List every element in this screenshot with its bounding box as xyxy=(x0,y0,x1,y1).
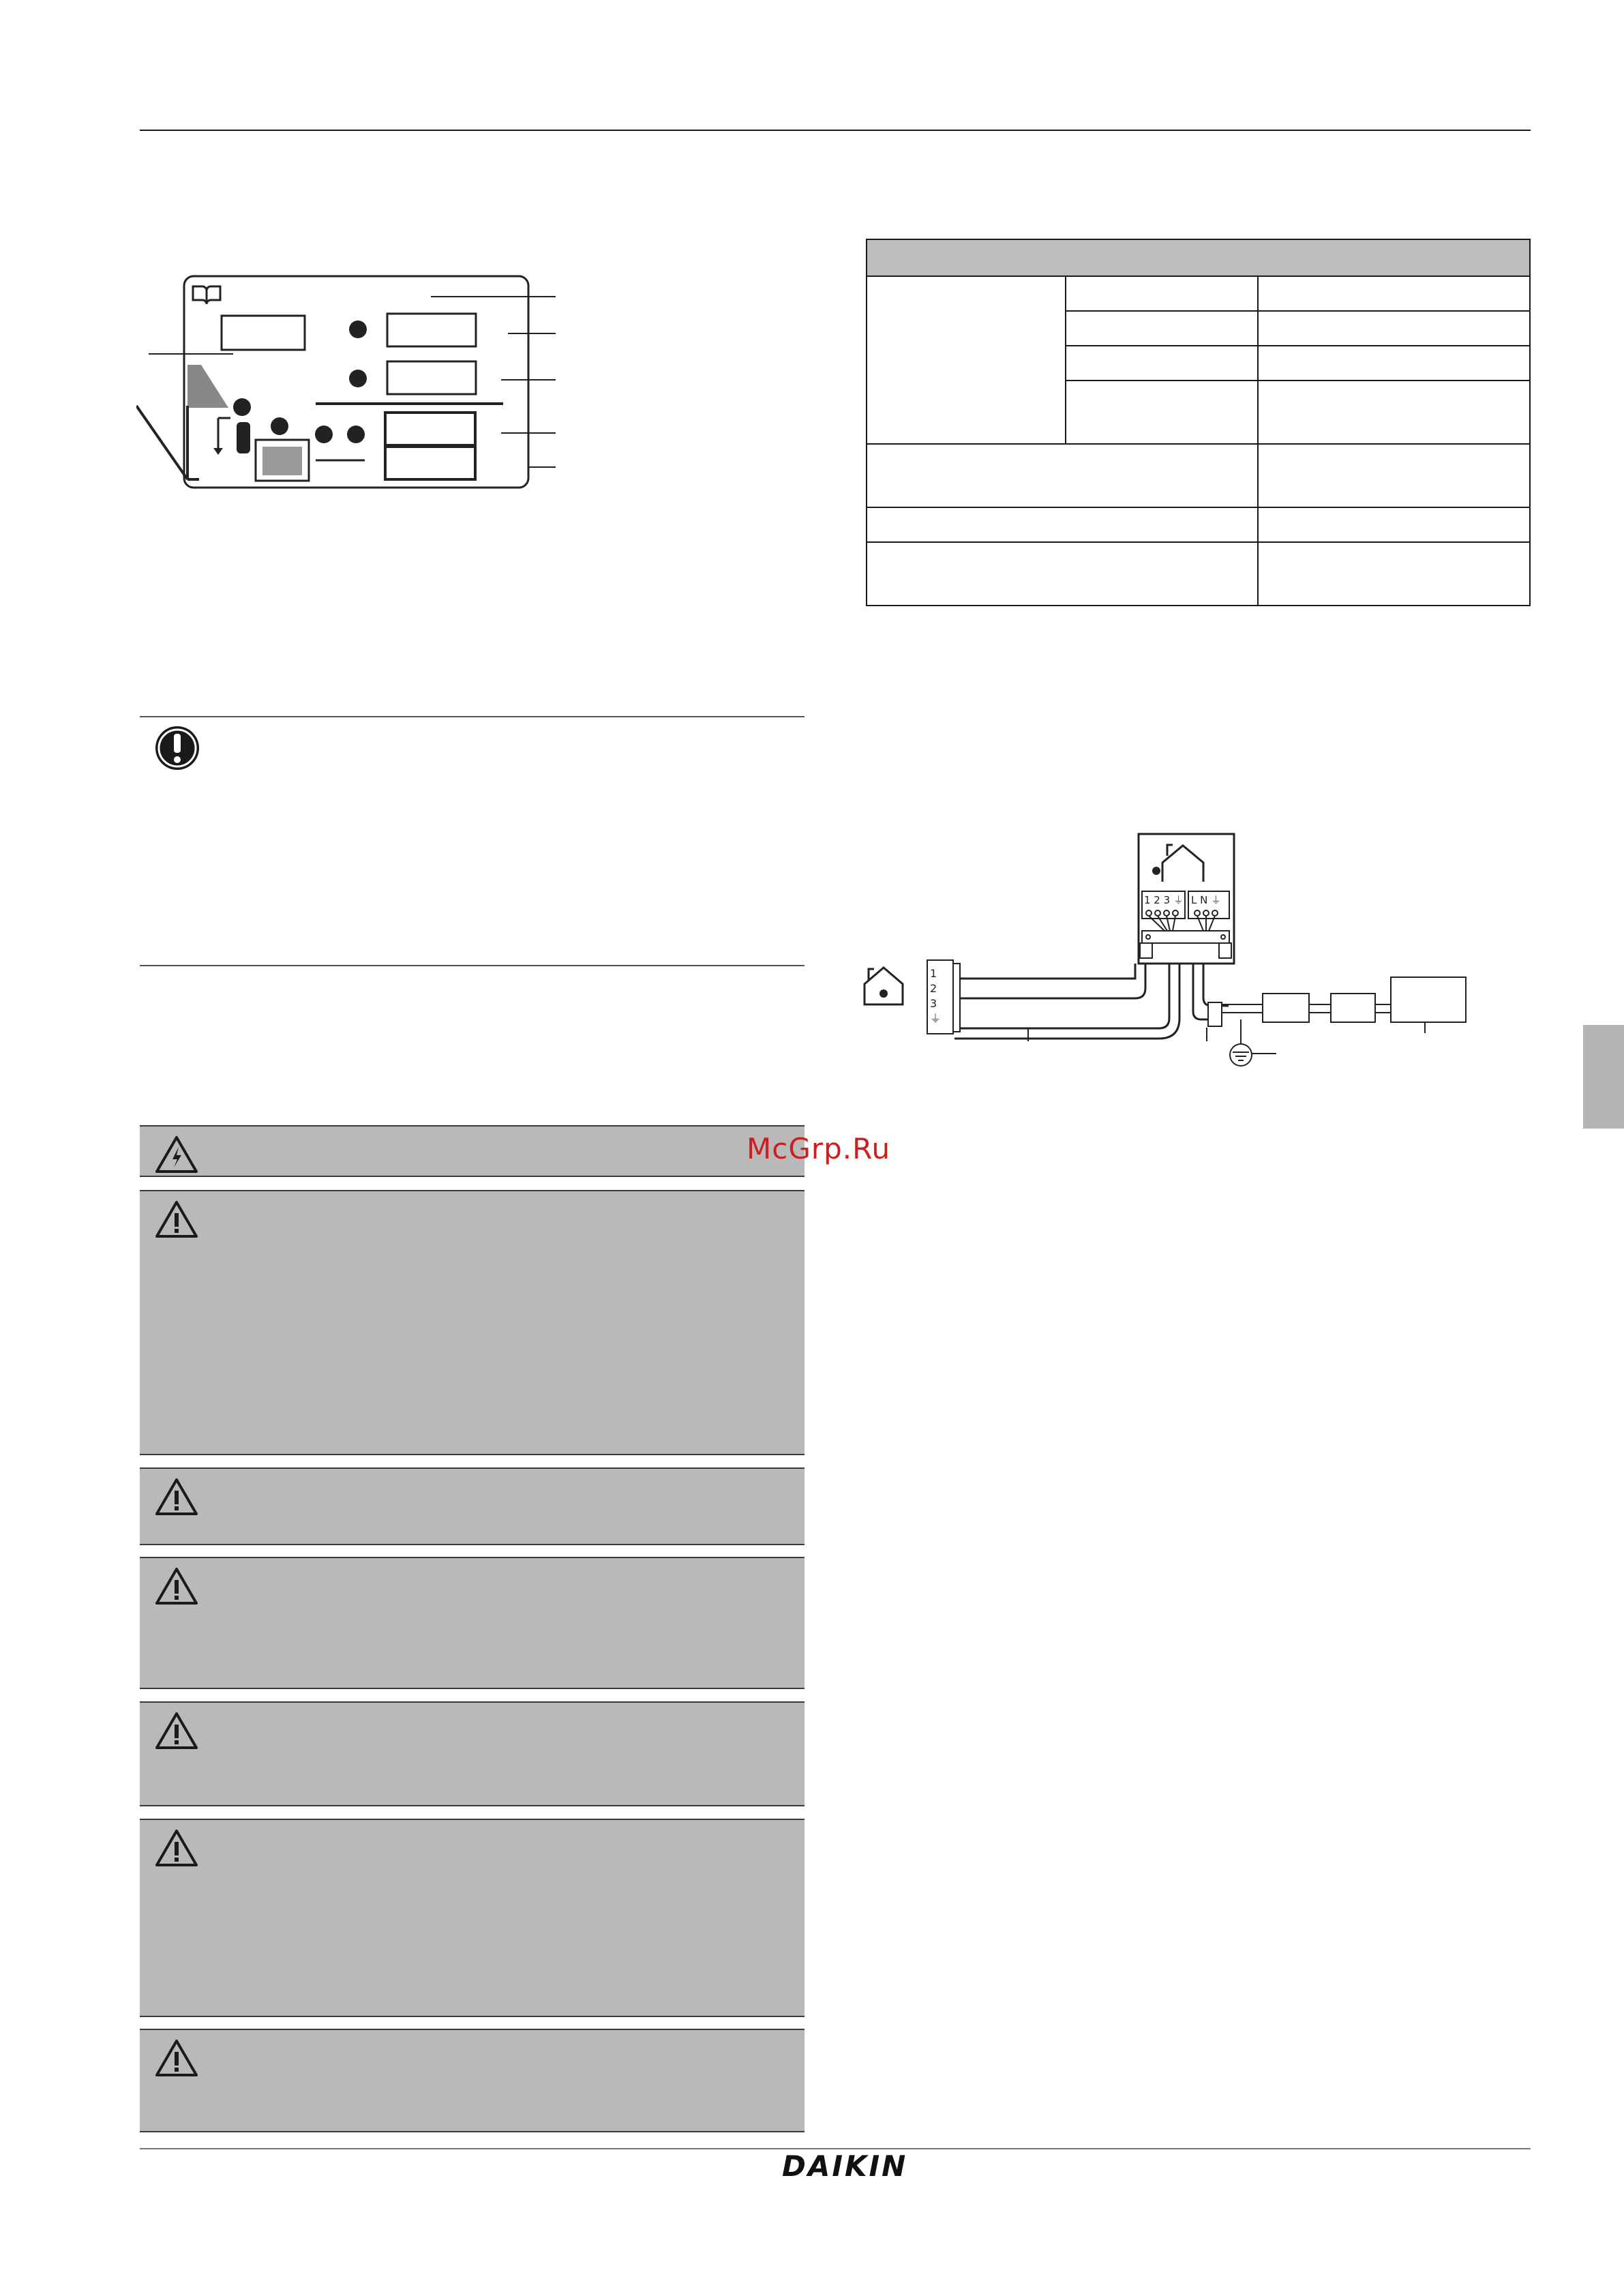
warning-box-1 xyxy=(140,1190,805,1455)
warning-triangle-icon xyxy=(155,1199,198,1239)
warning-triangle-icon xyxy=(155,1828,198,1868)
notice-box xyxy=(140,716,805,966)
outdoor-power-terminals: L N ⏚ xyxy=(1191,894,1222,906)
refrigerant-label-diagram xyxy=(136,263,559,498)
table-row xyxy=(867,542,1530,606)
outdoor-signal-terminals: 1 2 3 ⏚ xyxy=(1144,894,1184,906)
exclamation-circle-icon xyxy=(153,724,201,772)
warning-triangle-icon xyxy=(155,1566,198,1606)
table-row xyxy=(867,276,1530,311)
indoor-terminal-earth: ⏚ xyxy=(930,1012,942,1025)
indoor-terminal-1: 1 xyxy=(930,967,937,980)
warning-triangle-icon xyxy=(155,2038,198,2078)
house-icon xyxy=(864,968,903,1004)
section-tab[interactable] xyxy=(1583,1025,1624,1129)
indoor-terminal-2: 2 xyxy=(930,982,937,995)
electrical-warning-box xyxy=(140,1125,805,1177)
warning-triangle-icon xyxy=(155,1711,198,1750)
header-rule xyxy=(140,130,1531,131)
table-header-row xyxy=(867,239,1530,276)
wiring-diagram xyxy=(859,829,1473,1088)
warning-triangle-icon xyxy=(155,1477,198,1517)
table-row xyxy=(867,507,1530,542)
indoor-terminal-3: 3 xyxy=(930,997,937,1010)
warning-box-5 xyxy=(140,1819,805,2017)
watermark: McGrp.Ru xyxy=(747,1132,891,1165)
electric-hazard-icon xyxy=(155,1135,198,1174)
warning-box-2 xyxy=(140,1467,805,1545)
warning-box-6 xyxy=(140,2029,805,2132)
table-row xyxy=(867,444,1530,507)
brand-logo: DAIKIN xyxy=(782,2149,908,2183)
specification-table xyxy=(866,239,1531,606)
warning-box-4 xyxy=(140,1701,805,1806)
notice-bottom-rule xyxy=(140,965,805,966)
warning-box-3 xyxy=(140,1557,805,1689)
